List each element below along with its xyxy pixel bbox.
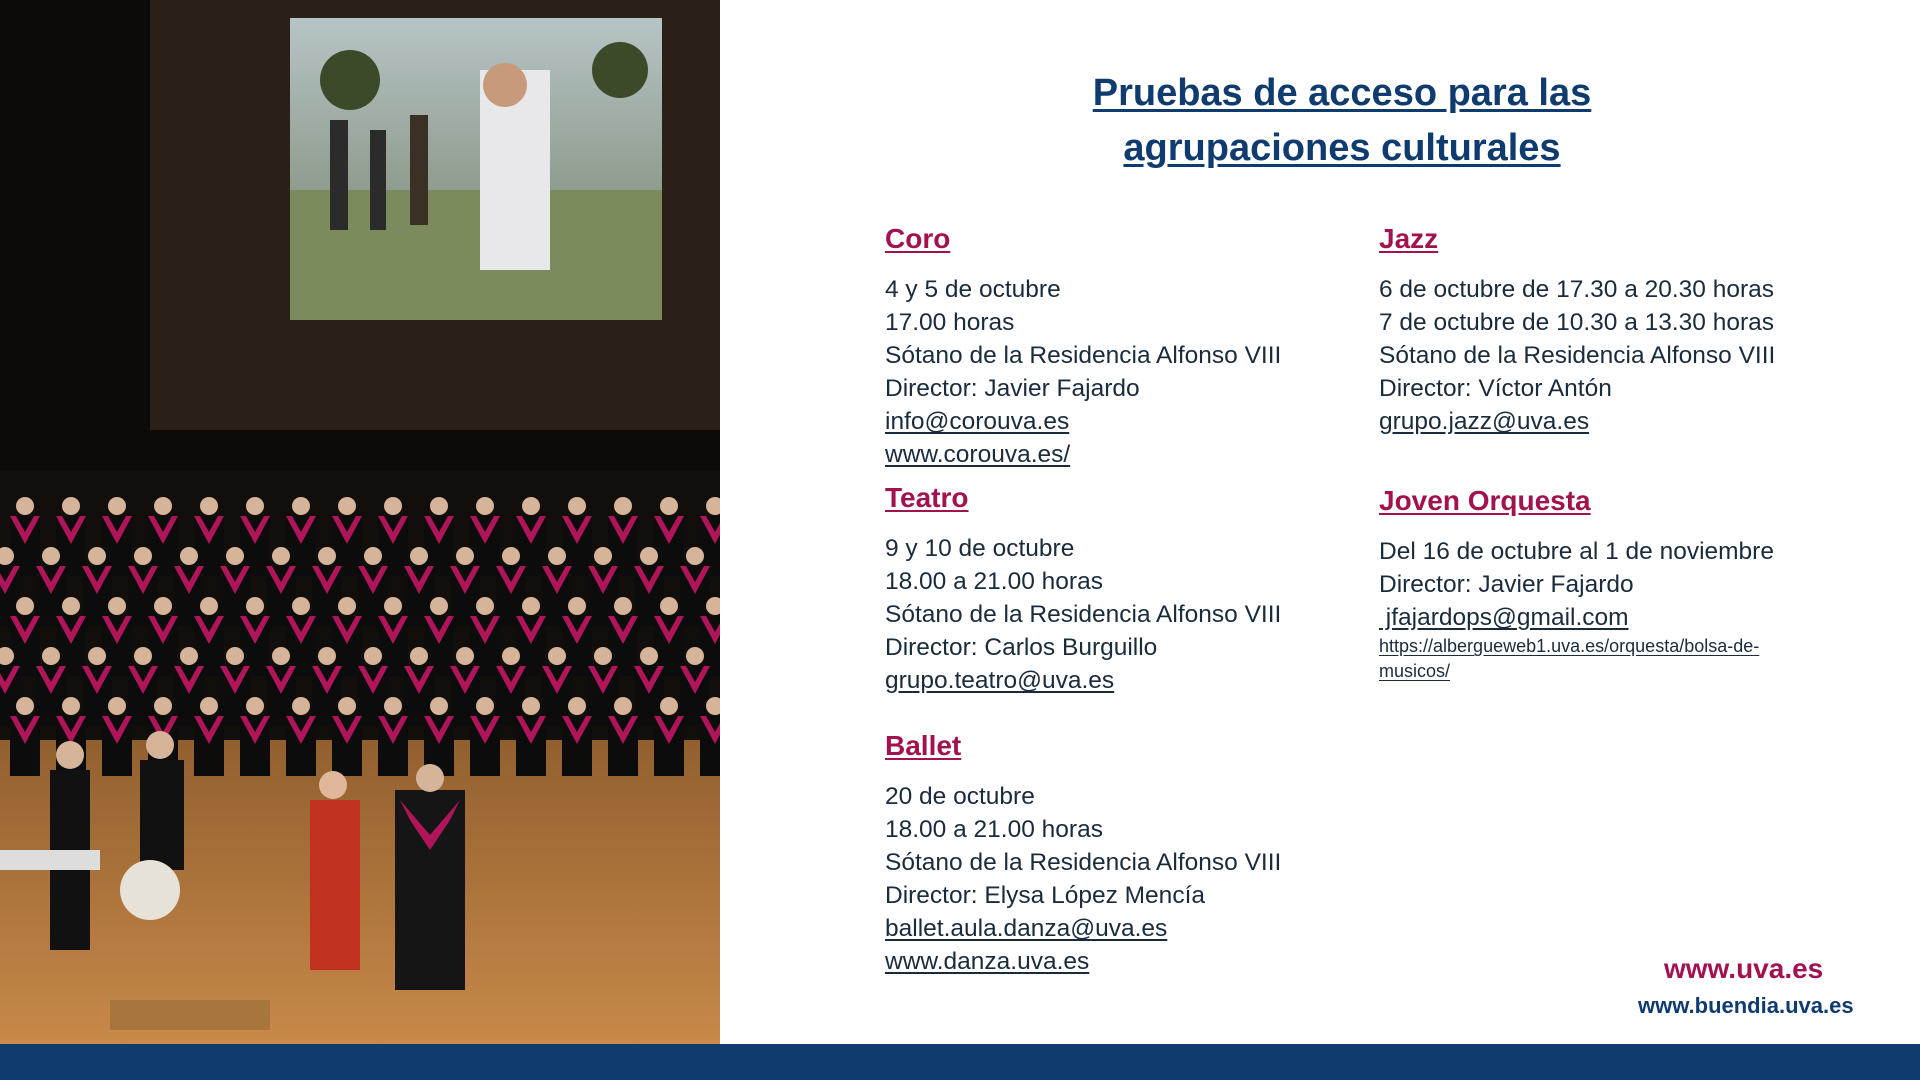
jazz-date-1: 6 de octubre de 17.30 a 20.30 horas	[1379, 276, 1775, 303]
section-teatro	[885, 481, 1281, 697]
coro-web-link[interactable]: www.corouva.es/	[885, 441, 1071, 468]
ballet-location: Sótano de la Residencia Alfonso VIII	[885, 849, 1282, 876]
jazz-email-link[interactable]: grupo.jazz@uva.es	[1379, 408, 1590, 435]
ballet-director: Director: Elysa López Mencía	[885, 882, 1205, 909]
teatro-email-link[interactable]: grupo.teatro@uva.es	[885, 667, 1115, 694]
orquesta-web-link[interactable]: https://albergueweb1.uva.es/orquesta/bolsa-de-musicos/	[1379, 636, 1760, 681]
orquesta-director: Director: Javier Fajardo	[1379, 571, 1634, 598]
ballet-web-link[interactable]: www.danza.uva.es	[885, 948, 1090, 975]
section-coro	[885, 222, 1281, 471]
footer-buendia-link[interactable]: www.buendia.uva.es	[1638, 993, 1854, 1018]
choir-photo	[0, 0, 720, 1044]
bottom-bar	[0, 1044, 1920, 1080]
orquesta-dates: Del 16 de octubre al 1 de noviembre	[1379, 538, 1774, 565]
coro-email-link[interactable]: info@corouva.es	[885, 408, 1070, 435]
coro-heading[interactable]: Coro	[885, 223, 951, 254]
orquesta-heading[interactable]: Joven Orquesta	[1379, 485, 1591, 516]
ballet-date: 20 de octubre	[885, 783, 1035, 810]
jazz-heading[interactable]: Jazz	[1379, 223, 1439, 254]
teatro-heading[interactable]: Teatro	[885, 482, 969, 513]
coro-director: Director: Javier Fajardo	[885, 375, 1140, 402]
coro-location: Sótano de la Residencia Alfonso VIII	[885, 342, 1282, 369]
ballet-heading[interactable]: Ballet	[885, 730, 962, 761]
coro-date: 4 y 5 de octubre	[885, 276, 1061, 303]
section-jazz	[1379, 222, 1775, 438]
page-title	[1017, 66, 1667, 176]
ballet-email-link[interactable]: ballet.aula.danza@uva.es	[885, 915, 1168, 942]
teatro-date: 9 y 10 de octubre	[885, 535, 1075, 562]
jazz-date-2: 7 de octubre de 10.30 a 13.30 horas	[1379, 309, 1775, 336]
jazz-director: Director: Víctor Antón	[1379, 375, 1612, 402]
coro-time: 17.00 horas	[885, 309, 1015, 336]
footer-site-link[interactable]: www.uva.es	[1664, 953, 1824, 984]
section-joven-orquesta	[1379, 484, 1809, 684]
orquesta-email-link[interactable]: jfajardops@gmail.com	[1379, 604, 1629, 631]
teatro-location: Sótano de la Residencia Alfonso VIII	[885, 601, 1282, 628]
teatro-time: 18.00 a 21.00 horas	[885, 568, 1103, 595]
title-line-2: agrupaciones culturales	[1123, 127, 1561, 169]
title-line-1: Pruebas de acceso para las	[1092, 72, 1592, 114]
teatro-director: Director: Carlos Burguillo	[885, 634, 1158, 661]
jazz-location: Sótano de la Residencia Alfonso VIII	[1379, 342, 1776, 369]
section-ballet	[885, 729, 1281, 978]
ballet-time: 18.00 a 21.00 horas	[885, 816, 1103, 843]
